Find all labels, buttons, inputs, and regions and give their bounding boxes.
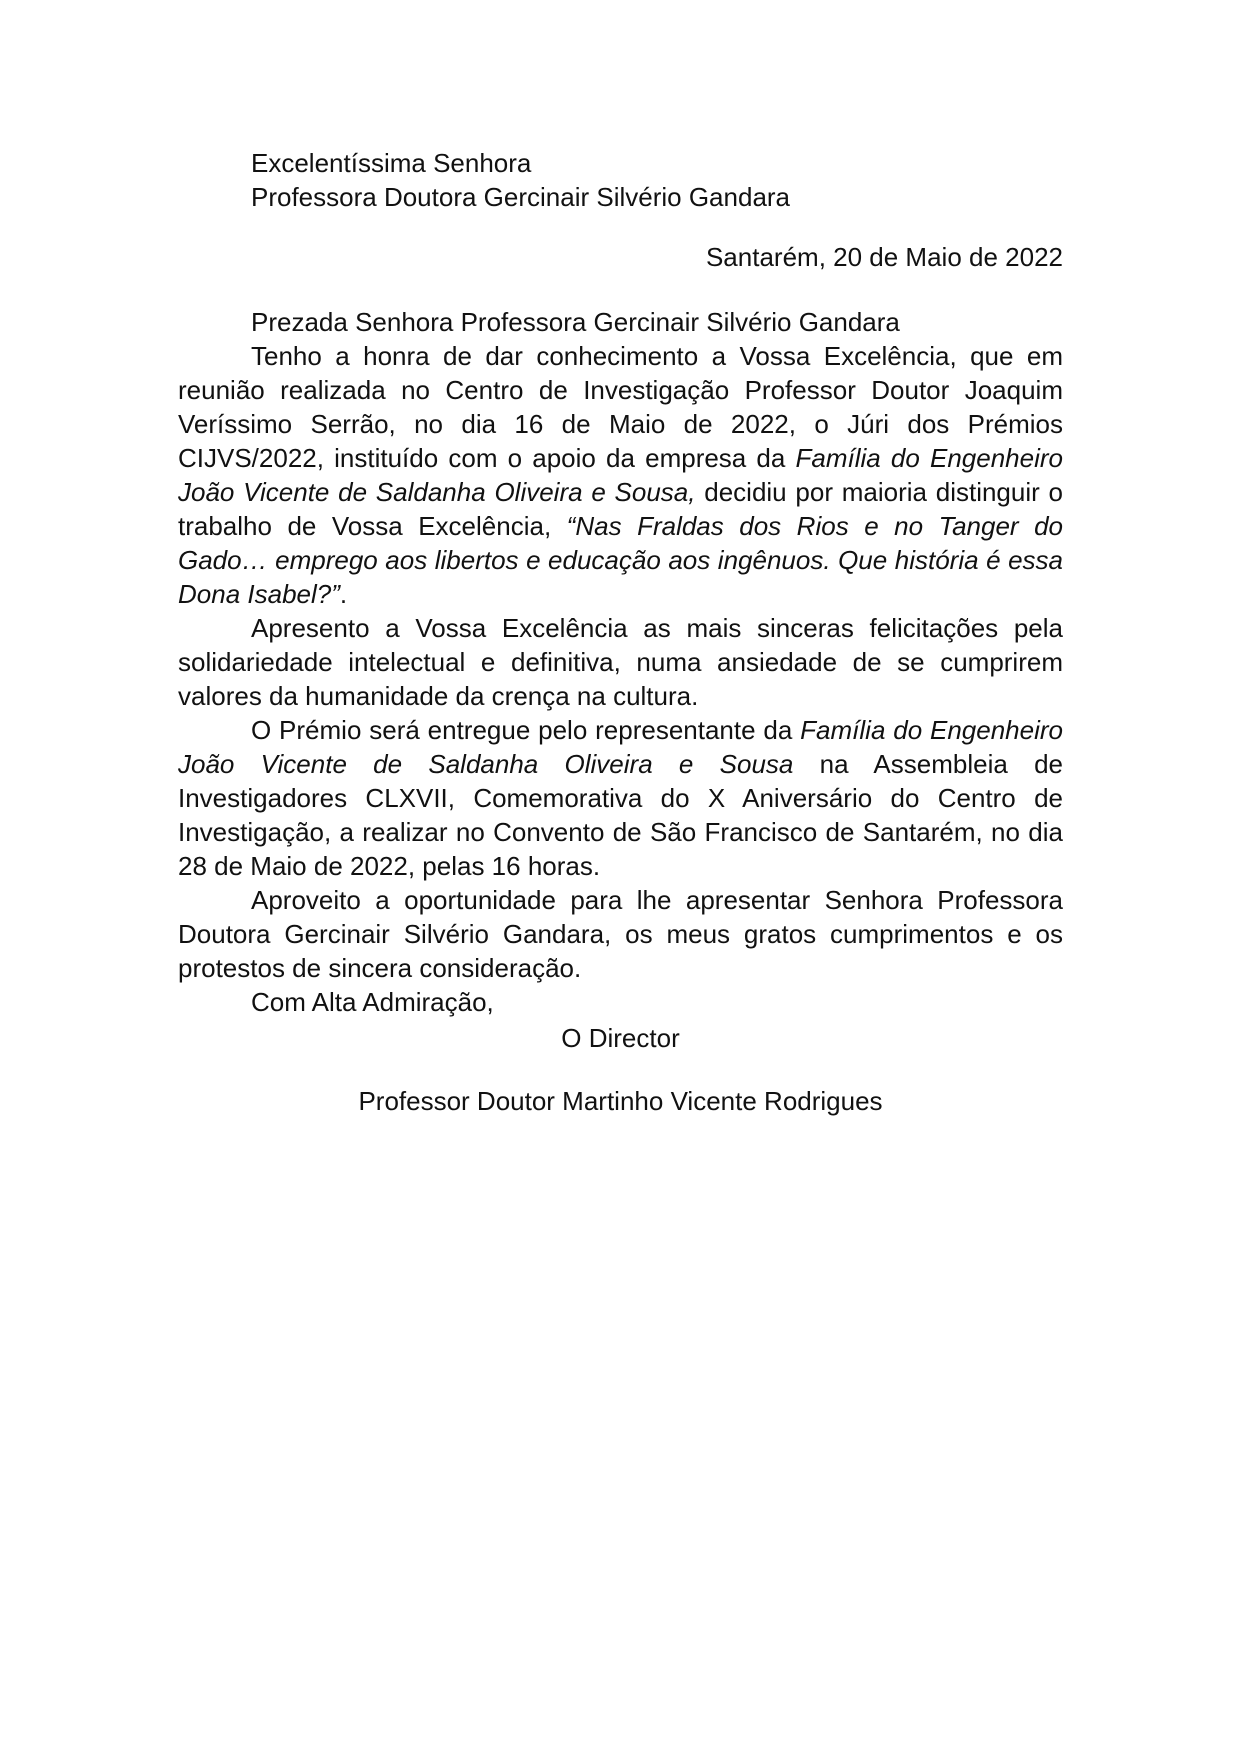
closing-line: Com Alta Admiração, xyxy=(251,987,494,1017)
paragraph-ceremony-text-c: na Assembleia de Investigadores CLXVII, Comemorativa do X Aniversário do Centro de Investigação, a realizar no Convento de São Francisco de Santarém, no dia 28 de Maio de 2022, pelas 16 horas. xyxy=(178,749,1064,881)
salutation: Prezada Senhora Professora Gercinair Silvério Gandara xyxy=(251,307,900,337)
recipient-title: Excelentíssima Senhora xyxy=(251,148,532,178)
paragraph-announcement xyxy=(178,339,1063,611)
letter-date: Santarém, 20 de Maio de 2022 xyxy=(705,242,1063,272)
paragraph-ceremony-text-a: O Prémio será entregue pelo representante da xyxy=(251,715,801,745)
signoff-title: O Director xyxy=(561,1023,680,1053)
awarded-work-title: “Nas Fraldas dos Rios e no Tanger do Gado… emprego aos libertos e educação aos ingênuos. Que história é essa Dona Isabel?” xyxy=(178,511,1063,609)
paragraph-announcement-text-e: . xyxy=(339,579,348,609)
paragraph-congratulations: Apresento a Vossa Excelência as mais sinceras felicitações pela solidariedade intelectual e definitiva, numa ansiedade de se cumprirem valores da humanidade da crença na cultura. xyxy=(178,613,1063,711)
paragraph-announcement-text-c: decidiu por maioria distinguir o trabalho de Vossa Excelência, xyxy=(178,477,1063,541)
paragraph-ceremony xyxy=(178,713,1063,883)
family-company-name: Família do Engenheiro João Vicente de Saldanha Oliveira e Sousa, xyxy=(178,443,1063,507)
recipient-block xyxy=(251,146,790,214)
paragraph-regards: Aproveito a oportunidade para lhe apresentar Senhora Professora Doutora Gercinair Silvério Gandara, os meus gratos cumprimentos e os protestos de sincera consideração. xyxy=(178,885,1063,983)
paragraph-announcement-text-a: Tenho a honra de dar conhecimento a Vossa Excelência, que em reunião realizada no Centro de Investigação Professor Doutor Joaquim Veríssimo Serrão, no dia 16 de Maio de 2022, o Júri dos Prémios CIJVS/2022, instituído com o apoio da empresa da xyxy=(178,341,1063,473)
family-name-italic: Família do Engenheiro João Vicente de Saldanha Oliveira e Sousa xyxy=(178,715,1063,779)
letter-body xyxy=(178,305,1063,1019)
signatory-name: Professor Doutor Martinho Vicente Rodrigues xyxy=(358,1086,883,1116)
recipient-name: Professora Doutora Gercinair Silvério Gandara xyxy=(251,182,791,212)
